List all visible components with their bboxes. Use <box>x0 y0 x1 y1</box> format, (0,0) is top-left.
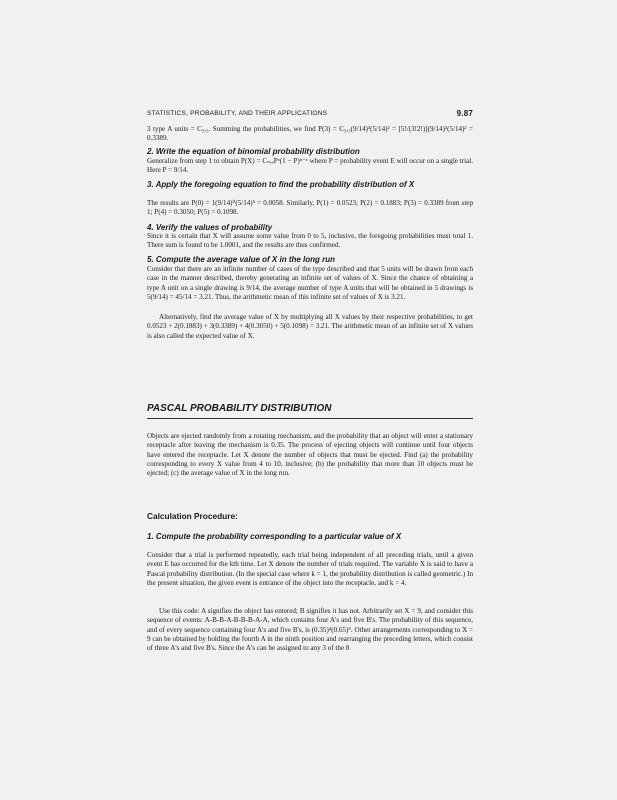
step-2-heading: 2. Write the equation of binomial probability distribution <box>147 147 360 156</box>
section-heading <box>147 403 473 419</box>
section-title: PASCAL PROBABILITY DISTRIBUTION <box>147 403 332 414</box>
calculation-procedure-label: Calculation Procedure: <box>147 511 238 521</box>
section-rule <box>147 418 473 419</box>
running-title: STATISTICS, PROBABILITY, AND THEIR APPLICATIONS <box>147 110 328 117</box>
pascal-step-1-heading: 1. Compute the probability corresponding to a particular value of X <box>147 532 402 541</box>
step-5-heading: 5. Compute the average value of X in the long run <box>147 255 336 264</box>
step-5-text: Consider that there are an infinite number of cases of the type described and that 5 units will be drawn from each case in the manner described, thereby generating an infinite set of values of X. Since the chance of obtaining a type A unit on a single drawing is 9/14, the average number of type A units that will be obtained in 5 drawings is 5(9/14) = 45/14 = 3.21. Thus, the arithmetic mean of this infinite set of values of X is 3.21. <box>147 265 473 302</box>
running-header <box>147 110 473 117</box>
step-3-heading: 3. Apply the foregoing equation to find the probability distribution of X <box>147 180 415 189</box>
continuation-text: 3 type A units = C₅,₃. Summing the probabilities, we find P(3) = C₅,₃(9/14)³(5/14)² = [5!/(3!2!)](9/14)³(5/14)² = 0.3389. <box>147 125 473 143</box>
pascal-step-1-text: Consider that a trial is performed repeatedly, each trial being independent of all preceding trials, until a given event E has occurred for the kth time. Let X denote the number of trials required. The variable X is said to have a Pascal probability distribution. (In the special case where k = 1, the probability distribution is called geometric.) In the present situation, the given event is entrance of the object into the receptacle, and k = 4. <box>147 551 473 588</box>
step-4-heading: 4. Verify the values of probability <box>147 223 273 232</box>
step-5-text-2: Alternatively, find the average value of X by multiplying all X values by their respective probabilities, to get 0.0523 + 2(0.1883) + 3(0.3389) + 4(0.3050) + 5(0.1098) = 3.21. The arithmetic mean of an infinite set of X values is also called the expected value of X. <box>147 313 473 340</box>
step-2-text: Generalize from step 1 to obtain P(X) = Cₙ,ₓPˣ(1 − P)ⁿ⁻ˣ where P = probability event E will occur on a single trial. Here P = 9/14. <box>147 157 473 175</box>
step-3-text: The results are P(0) = 1(9/14)⁰(5/14)⁵ = 0.0058. Similarly, P(1) = 0.0523; P(2) = 0.1883; P(3) = 0.3389 from step 1; P(4) = 0.3050; P(5) = 0.1098. <box>147 199 473 217</box>
problem-statement: Objects are ejected randomly from a rotating mechanism, and the probability that an object will enter a stationary receptacle after leaving the mechanism is 0.35. The process of ejecting objects will continue until four objects have entered the receptacle. Let X denote the number of objects that must be ejected. Find (a) the probability corresponding to every X value from 4 to 10, inclusive; (b) the probability that more than 10 objects must be ejected; (c) the average value of X in the long run. <box>147 432 473 478</box>
page-number: 9.87 <box>456 109 473 118</box>
step-4-text: Since it is certain that X will assume some value from 0 to 5, inclusive, the foregoing probabilities must total 1. There sum is found to be 1.0001, and the results are thus confirmed. <box>147 232 473 250</box>
pascal-step-1-text-2: Use this code: A signifies the object has entered; B signifies it has not. Arbitrarily set X = 9, and consider this sequence of events: A-B-B-A-B-B-B-A-A, which contains four A's and five B's. The probability of this sequence, and of every sequence containing four A's and five B's, is (0.35)⁴(0.65)⁵. Other arrangements corresponding to X = 9 can be obtained by holding the fourth A in the ninth position and rearranging the preceding letters, which consist of three A's and five B's. Since the A's can be assigned to any 3 of the 8 <box>147 607 473 653</box>
